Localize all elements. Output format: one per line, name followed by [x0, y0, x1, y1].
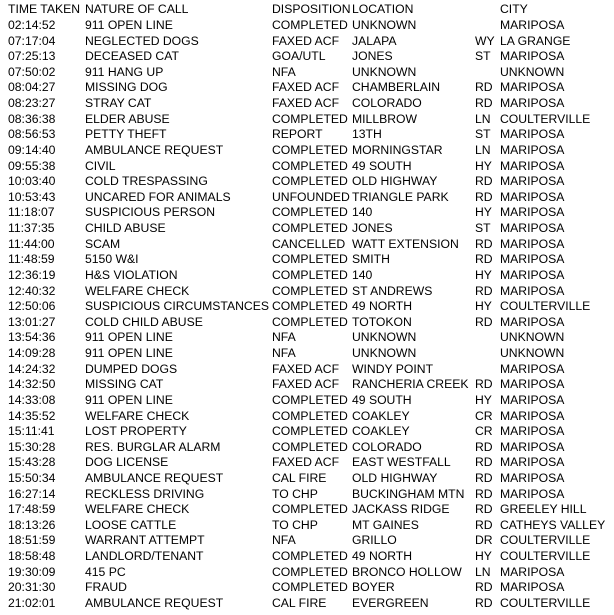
cell-disposition: NFA — [272, 533, 296, 548]
cell-nature-of-call: SUSPICIOUS CIRCUMSTANCES — [85, 299, 269, 314]
header-city: CITY — [500, 2, 528, 16]
cell-city: MARIPOSA — [500, 424, 565, 439]
cell-disposition: COMPLETED — [272, 252, 348, 267]
cell-city: MARIPOSA — [500, 486, 565, 501]
table-row — [0, 471, 614, 487]
cell-time-taken: 17:48:59 — [8, 502, 56, 517]
cell-disposition: COMPLETED — [272, 549, 348, 564]
cell-time-taken: 11:18:07 — [8, 205, 55, 220]
cell-street-suffix: RD — [475, 595, 493, 610]
cell-time-taken: 15:30:28 — [8, 439, 56, 454]
table-row — [0, 315, 614, 331]
cell-location: JACKASS RIDGE — [352, 502, 450, 517]
table-row — [0, 112, 614, 128]
cell-location: WATT EXTENSION — [352, 236, 459, 251]
table-row — [0, 159, 614, 175]
cell-disposition: TO CHP — [272, 486, 318, 501]
cell-time-taken: 08:04:27 — [8, 80, 56, 95]
cell-nature-of-call: 911 OPEN LINE — [85, 18, 173, 32]
cell-time-taken: 11:44:00 — [8, 236, 55, 251]
cell-location: MORNINGSTAR — [352, 142, 443, 157]
table-row — [0, 565, 614, 581]
cell-nature-of-call: H&S VIOLATION — [85, 267, 178, 282]
cell-time-taken: 12:40:32 — [8, 283, 56, 298]
table-row — [0, 580, 614, 596]
cell-time-taken: 10:03:40 — [8, 174, 56, 189]
cell-location: UNKNOWN — [352, 346, 417, 361]
cell-street-suffix: RD — [475, 439, 493, 454]
cell-street-suffix: RD — [475, 486, 493, 501]
cell-disposition: COMPLETED — [272, 564, 348, 579]
cell-location: BRONCO HOLLOW — [352, 564, 462, 579]
header-disposition: DISPOSITION — [272, 2, 351, 16]
cell-time-taken: 08:56:53 — [8, 127, 56, 142]
cell-time-taken: 15:11:41 — [8, 424, 55, 439]
cell-location: 49 NORTH — [352, 549, 413, 564]
table-row — [0, 533, 614, 549]
table-row — [0, 268, 614, 284]
cell-disposition: COMPLETED — [272, 580, 348, 595]
cell-location: BOYER — [352, 580, 395, 595]
cell-nature-of-call: 911 OPEN LINE — [85, 392, 173, 407]
cell-time-taken: 09:55:38 — [8, 158, 56, 173]
cell-nature-of-call: COLD CHILD ABUSE — [85, 314, 203, 329]
cell-time-taken: 15:43:28 — [8, 455, 56, 470]
cell-street-suffix: RD — [475, 96, 493, 111]
table-row — [0, 346, 614, 362]
cell-nature-of-call: ELDER ABUSE — [85, 111, 170, 126]
cell-location: 49 SOUTH — [352, 158, 412, 173]
cell-time-taken: 08:23:27 — [8, 96, 56, 111]
cell-disposition: FAXED ACF — [272, 455, 340, 470]
cell-disposition: NFA — [272, 64, 296, 79]
cell-location: MT GAINES — [352, 517, 419, 532]
table-row — [0, 34, 614, 50]
cell-nature-of-call: PETTY THEFT — [85, 127, 167, 142]
cell-street-suffix: HY — [475, 205, 492, 220]
cell-disposition: COMPLETED — [272, 18, 348, 32]
cell-disposition: COMPLETED — [272, 424, 348, 439]
cell-nature-of-call: CHILD ABUSE — [85, 221, 166, 236]
table-row — [0, 409, 614, 425]
table-row — [0, 330, 614, 346]
table-row — [0, 487, 614, 503]
cell-nature-of-call: NEGLECTED DOGS — [85, 33, 199, 48]
cell-nature-of-call: AMBULANCE REQUEST — [85, 142, 224, 157]
cell-nature-of-call: UNCARED FOR ANIMALS — [85, 189, 231, 204]
cell-disposition: CAL FIRE — [272, 470, 327, 485]
cell-time-taken: 12:36:19 — [8, 267, 56, 282]
cell-street-suffix: LN — [475, 142, 491, 157]
cell-city: MARIPOSA — [500, 158, 565, 173]
cell-location: OLD HIGHWAY — [352, 470, 438, 485]
cell-city: COULTERVILLE — [500, 549, 591, 564]
table-row — [0, 96, 614, 112]
cell-disposition: COMPLETED — [272, 408, 348, 423]
cell-time-taken: 20:31:30 — [8, 580, 56, 595]
cell-disposition: COMPLETED — [272, 174, 348, 189]
cell-time-taken: 11:37:35 — [8, 221, 55, 236]
cell-street-suffix: HY — [475, 158, 492, 173]
cell-city: MARIPOSA — [500, 314, 565, 329]
cell-nature-of-call: MISSING CAT — [85, 377, 164, 392]
cell-location: COAKLEY — [352, 408, 410, 423]
cell-time-taken: 13:01:27 — [8, 314, 56, 329]
cell-disposition: FAXED ACF — [272, 80, 340, 95]
cell-time-taken: 18:51:59 — [8, 533, 56, 548]
cell-time-taken: 14:32:50 — [8, 377, 56, 392]
cell-location: RANCHERIA CREEK — [352, 377, 469, 392]
cell-city: COULTERVILLE — [500, 299, 591, 314]
cell-location: 49 SOUTH — [352, 392, 412, 407]
cell-street-suffix: CR — [475, 408, 493, 423]
cell-city: COULTERVILLE — [500, 595, 591, 610]
cell-location: COLORADO — [352, 96, 422, 111]
cell-street-suffix: WY — [475, 33, 495, 48]
cell-disposition: NFA — [272, 346, 296, 361]
cell-street-suffix: ST — [475, 127, 491, 142]
cell-street-suffix: RD — [475, 283, 493, 298]
cell-disposition: COMPLETED — [272, 299, 348, 314]
table-row — [0, 393, 614, 409]
cell-disposition: COMPLETED — [272, 158, 348, 173]
table-row — [0, 49, 614, 65]
cell-location: SMITH — [352, 252, 390, 267]
cell-city: MARIPOSA — [500, 221, 565, 236]
cell-time-taken: 13:54:36 — [8, 330, 56, 345]
cell-time-taken: 14:33:08 — [8, 392, 56, 407]
cell-nature-of-call: STRAY CAT — [85, 96, 152, 111]
cell-disposition: TO CHP — [272, 517, 318, 532]
cell-city: MARIPOSA — [500, 49, 565, 64]
table-row — [0, 143, 614, 159]
cell-city: MARIPOSA — [500, 174, 565, 189]
header-location: LOCATION — [352, 2, 414, 16]
cell-nature-of-call: FRAUD — [85, 580, 127, 595]
cell-nature-of-call: 5150 W&I — [85, 252, 139, 267]
cell-location: 49 NORTH — [352, 299, 413, 314]
cell-disposition: COMPLETED — [272, 314, 348, 329]
cell-city: COULTERVILLE — [500, 111, 591, 126]
cell-location: BUCKINGHAM MTN — [352, 486, 465, 501]
cell-disposition: COMPLETED — [272, 111, 348, 126]
cell-street-suffix: RD — [475, 455, 493, 470]
cell-nature-of-call: LOST PROPERTY — [85, 424, 187, 439]
cell-nature-of-call: RES. BURGLAR ALARM — [85, 439, 221, 454]
header-row — [0, 2, 614, 18]
cell-city: CATHEYS VALLEY — [500, 517, 606, 532]
cell-city: MARIPOSA — [500, 80, 565, 95]
cell-location: WINDY POINT — [352, 361, 434, 376]
cell-city: MARIPOSA — [500, 580, 565, 595]
cell-street-suffix: HY — [475, 549, 492, 564]
cell-location: COLORADO — [352, 439, 422, 454]
cell-nature-of-call: WELFARE CHECK — [85, 283, 190, 298]
cell-disposition: FAXED ACF — [272, 33, 340, 48]
cell-disposition: UNFOUNDED — [272, 189, 350, 204]
cell-nature-of-call: 911 OPEN LINE — [85, 330, 173, 345]
cell-street-suffix: LN — [475, 111, 491, 126]
cell-location: UNKNOWN — [352, 18, 417, 32]
table-row — [0, 502, 614, 518]
cell-street-suffix: RD — [475, 236, 493, 251]
cell-nature-of-call: 415 PC — [85, 564, 126, 579]
cell-nature-of-call: WELFARE CHECK — [85, 502, 190, 517]
cell-location: UNKNOWN — [352, 64, 417, 79]
cell-location: EAST WESTFALL — [352, 455, 451, 470]
table-row — [0, 190, 614, 206]
cell-disposition: COMPLETED — [272, 502, 348, 517]
cell-disposition: COMPLETED — [272, 221, 348, 236]
cell-time-taken: 16:27:14 — [8, 486, 56, 501]
table-row — [0, 252, 614, 268]
cell-time-taken: 18:13:26 — [8, 517, 56, 532]
cell-city: MARIPOSA — [500, 392, 565, 407]
table-row — [0, 237, 614, 253]
cell-city: MARIPOSA — [500, 408, 565, 423]
header-nature-of-call: NATURE OF CALL — [85, 2, 189, 16]
cell-location: JONES — [352, 49, 393, 64]
cell-disposition: COMPLETED — [272, 283, 348, 298]
cell-location: JONES — [352, 221, 393, 236]
cell-city: MARIPOSA — [500, 96, 565, 111]
cell-city: MARIPOSA — [500, 439, 565, 454]
cell-location: COAKLEY — [352, 424, 410, 439]
cell-disposition: CAL FIRE — [272, 595, 327, 610]
table-row — [0, 455, 614, 471]
cell-time-taken: 12:50:06 — [8, 299, 56, 314]
cell-time-taken: 11:48:59 — [8, 252, 55, 267]
cell-location: MILLBROW — [352, 111, 418, 126]
table-row — [0, 205, 614, 221]
cell-street-suffix: ST — [475, 221, 491, 236]
cell-location: EVERGREEN — [352, 595, 429, 610]
cell-nature-of-call: DUMPED DOGS — [85, 361, 178, 376]
table-row — [0, 377, 614, 393]
cell-location: OLD HIGHWAY — [352, 174, 438, 189]
cell-city: MARIPOSA — [500, 252, 565, 267]
cell-time-taken: 07:17:04 — [8, 33, 56, 48]
table-row — [0, 424, 614, 440]
cell-time-taken: 21:02:01 — [8, 595, 56, 610]
cell-nature-of-call: AMBULANCE REQUEST — [85, 595, 224, 610]
cell-city: MARIPOSA — [500, 127, 565, 142]
cell-location: CHAMBERLAIN — [352, 80, 441, 95]
cell-nature-of-call: WELFARE CHECK — [85, 408, 190, 423]
cell-city: COULTERVILLE — [500, 533, 591, 548]
cell-disposition: COMPLETED — [272, 205, 348, 220]
cell-nature-of-call: DOG LICENSE — [85, 455, 169, 470]
table-row — [0, 596, 614, 612]
cell-city: MARIPOSA — [500, 142, 565, 157]
cell-location: JALAPA — [352, 33, 397, 48]
cell-nature-of-call: SCAM — [85, 236, 121, 251]
cell-nature-of-call: DECEASED CAT — [85, 49, 179, 64]
cell-nature-of-call: RECKLESS DRIVING — [85, 486, 205, 501]
cell-time-taken: 08:36:38 — [8, 111, 56, 126]
cell-disposition: CANCELLED — [272, 236, 346, 251]
cell-location: ST ANDREWS — [352, 283, 433, 298]
cell-street-suffix: RD — [475, 470, 493, 485]
table-row — [0, 174, 614, 190]
cell-disposition: NFA — [272, 330, 296, 345]
table-row — [0, 18, 614, 34]
cell-city: MARIPOSA — [500, 377, 565, 392]
cell-street-suffix: RD — [475, 252, 493, 267]
cell-disposition: FAXED ACF — [272, 361, 340, 376]
cell-city: MARIPOSA — [500, 283, 565, 298]
cell-city: MARIPOSA — [500, 455, 565, 470]
cell-location: 140 — [352, 267, 373, 282]
cell-street-suffix: RD — [475, 174, 493, 189]
cell-city: GREELEY HILL — [500, 502, 587, 517]
cell-street-suffix: RD — [475, 80, 493, 95]
cell-time-taken: 15:50:34 — [8, 470, 56, 485]
cell-time-taken: 07:50:02 — [8, 64, 56, 79]
cell-city: MARIPOSA — [500, 18, 565, 32]
cell-nature-of-call: 911 OPEN LINE — [85, 346, 173, 361]
cell-disposition: COMPLETED — [272, 439, 348, 454]
cell-street-suffix: HY — [475, 392, 492, 407]
cell-disposition: COMPLETED — [272, 142, 348, 157]
cell-location: TRIANGLE PARK — [352, 189, 449, 204]
cell-disposition: FAXED ACF — [272, 377, 340, 392]
cell-street-suffix: HY — [475, 267, 492, 282]
cell-time-taken: 14:24:32 — [8, 361, 56, 376]
cell-street-suffix: DR — [475, 533, 493, 548]
table-row — [0, 127, 614, 143]
cell-street-suffix: RD — [475, 377, 493, 392]
cell-time-taken: 14:35:52 — [8, 408, 56, 423]
cell-city: MARIPOSA — [500, 361, 565, 376]
cell-location: 140 — [352, 205, 373, 220]
cell-nature-of-call: LANDLORD/TENANT — [85, 549, 204, 564]
table-row — [0, 440, 614, 456]
cell-nature-of-call: WARRANT ATTEMPT — [85, 533, 205, 548]
table-row — [0, 80, 614, 96]
table-row — [0, 518, 614, 534]
table-row — [0, 299, 614, 315]
cell-nature-of-call: CIVIL — [85, 158, 116, 173]
cell-nature-of-call: LOOSE CATTLE — [85, 517, 177, 532]
cell-disposition: GOA/UTL — [272, 49, 326, 64]
cell-city: MARIPOSA — [500, 236, 565, 251]
cell-time-taken: 19:30:09 — [8, 564, 56, 579]
cell-street-suffix: CR — [475, 424, 493, 439]
table-row — [0, 65, 614, 81]
cell-location: GRILLO — [352, 533, 397, 548]
cell-city: MARIPOSA — [500, 205, 565, 220]
cell-city: UNKNOWN — [500, 64, 565, 79]
cell-city: LA GRANGE — [500, 33, 571, 48]
cell-time-taken: 09:14:40 — [8, 142, 56, 157]
cell-time-taken: 07:25:13 — [8, 49, 56, 64]
cell-disposition: REPORT — [272, 127, 323, 142]
cell-time-taken: 10:53:43 — [8, 189, 56, 204]
cell-nature-of-call: 911 HANG UP — [85, 64, 164, 79]
cell-street-suffix: RD — [475, 517, 493, 532]
cell-street-suffix: RD — [475, 189, 493, 204]
cell-time-taken: 18:58:48 — [8, 549, 56, 564]
cell-location: TOTOKON — [352, 314, 412, 329]
cell-time-taken: 14:09:28 — [8, 346, 56, 361]
cell-location: 13TH — [352, 127, 382, 142]
cell-street-suffix: RD — [475, 502, 493, 517]
cell-nature-of-call: SUSPICIOUS PERSON — [85, 205, 216, 220]
cell-time-taken: 02:14:52 — [8, 18, 56, 32]
cell-city: UNKNOWN — [500, 330, 565, 345]
cell-disposition: COMPLETED — [272, 392, 348, 407]
cell-street-suffix: RD — [475, 580, 493, 595]
cell-city: MARIPOSA — [500, 564, 565, 579]
cell-nature-of-call: COLD TRESPASSING — [85, 174, 208, 189]
cell-nature-of-call: AMBULANCE REQUEST — [85, 470, 224, 485]
cell-street-suffix: LN — [475, 564, 491, 579]
cell-city: UNKNOWN — [500, 346, 565, 361]
cell-city: MARIPOSA — [500, 470, 565, 485]
cell-street-suffix: RD — [475, 314, 493, 329]
cell-disposition: COMPLETED — [272, 267, 348, 282]
cell-location: UNKNOWN — [352, 330, 417, 345]
table-row — [0, 549, 614, 565]
table-row — [0, 362, 614, 378]
header-time-taken: TIME TAKEN — [8, 2, 81, 16]
cell-street-suffix: HY — [475, 299, 492, 314]
cell-nature-of-call: MISSING DOG — [85, 80, 168, 95]
cell-disposition: FAXED ACF — [272, 96, 340, 111]
cell-city: MARIPOSA — [500, 189, 565, 204]
table-row — [0, 221, 614, 237]
table-row — [0, 284, 614, 300]
cell-street-suffix: ST — [475, 49, 491, 64]
cell-city: MARIPOSA — [500, 267, 565, 282]
